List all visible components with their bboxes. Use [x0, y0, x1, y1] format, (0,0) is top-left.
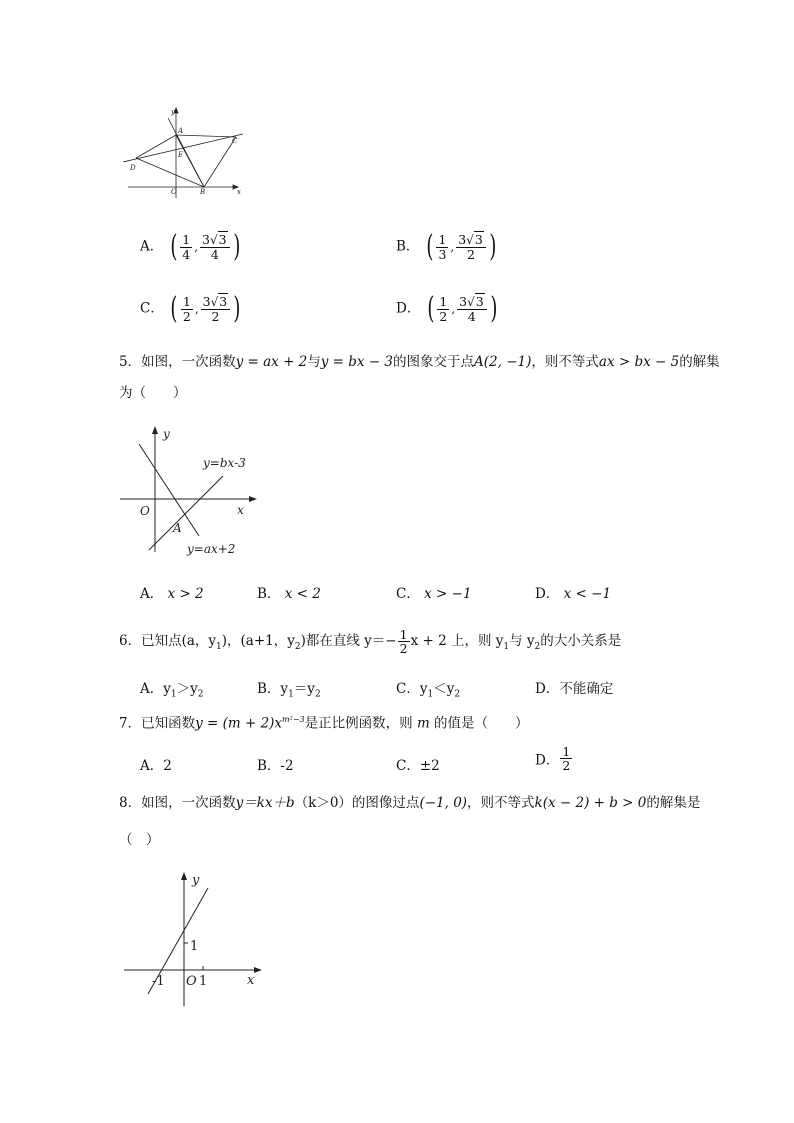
q5-option-c[interactable]: C． x > −1	[396, 586, 472, 602]
q6-option-c[interactable]: C．$y_1<y_2$	[396, 681, 461, 700]
fig1-label-y: y	[171, 108, 175, 116]
fig1-label-x: x	[237, 188, 241, 196]
q8-label-1x: 1	[199, 974, 208, 989]
q8-figure	[120, 868, 265, 1008]
q5-label-ax2: y=ax+2	[187, 542, 236, 556]
q5-option-a[interactable]: A． x > 2	[140, 586, 204, 602]
q4-option-d[interactable]: D． ( $\frac{1}{2}$ , $\frac{3√3}{4}$ )	[396, 291, 498, 326]
q5-figure	[115, 420, 260, 560]
q7-option-b[interactable]: B．-2	[257, 758, 294, 774]
q7-option-a[interactable]: A．2	[140, 758, 172, 774]
q5-label-bx3: y=bx-3	[203, 456, 246, 470]
q8-label-O: O	[186, 974, 197, 989]
fig1-label-C: C	[232, 137, 238, 145]
fig1-label-A: A	[178, 127, 184, 135]
q5-label-O: O	[140, 504, 150, 518]
q5-label-x: x	[237, 503, 244, 517]
q8-label-x: x	[247, 973, 255, 988]
q5-stem-line2: 为（ ）	[119, 385, 187, 401]
q7-option-c[interactable]: C．±2	[396, 758, 440, 774]
fig1-label-E: E	[178, 151, 184, 159]
q8-stem: 8．如图，一次函数y＝kx＋b（k＞0）的图像过点(−1, 0)，则不等式k(x − 2) + b > 0的解集是	[119, 795, 701, 811]
q4-option-b[interactable]: B． ( $\frac{1}{3}$ , $\frac{3√3}{2}$ )	[396, 229, 497, 264]
q8-stem-line2: （ ）	[119, 832, 160, 848]
q6-option-b[interactable]: B．$y_1=y_2$	[257, 681, 321, 700]
q5-option-d[interactable]: D． x < −1	[535, 586, 612, 602]
q5-stem: 5．如图，一次函数y = ax + 2与y = bx − 3的图象交于点A(2, −1)，则不等式ax > bx − 5的解集	[119, 354, 720, 370]
q5-label-y: y	[163, 427, 170, 441]
q4-figure	[118, 100, 253, 200]
q7-stem: 7．已知函数$y = (m + 2)x^{m^2-3}$是正比例函数，则 m 的值是（ ）	[119, 715, 529, 732]
q5-line-ax2	[139, 444, 199, 536]
fig1-label-D: D	[130, 164, 136, 172]
q8-label-neg1: -1	[152, 974, 165, 989]
q5-label-A: A	[173, 521, 182, 535]
q6-option-a[interactable]: A．$y_1>y_2$	[140, 681, 204, 700]
q4-option-c[interactable]: C． ( $\frac{1}{2}$ , $\frac{3√3}{2}$ )	[140, 291, 241, 326]
q8-label-1y: 1	[190, 939, 199, 954]
q4-option-a[interactable]: A． ( $\frac{1}{4}$ , $\frac{3√3}{4}$ )	[140, 229, 240, 264]
q6-option-d[interactable]: D．不能确定	[535, 681, 614, 697]
q5-line-bx3	[149, 476, 223, 550]
fig1-label-B: B	[200, 188, 206, 196]
q8-label-y: y	[192, 873, 200, 888]
fig1-label-O: O	[171, 188, 177, 196]
q6-stem: 6．已知点(a，$y_1$)，(a+1，$y_2$)都在直线 y＝− $\frac{1}{2}$ x + 2 上，则 $y_1$与 $y_2$的大小关系是	[119, 627, 622, 657]
q5-option-b[interactable]: B． x < 2	[257, 586, 321, 602]
q7-option-d[interactable]: D． $\frac{1}{2}$	[535, 744, 571, 774]
